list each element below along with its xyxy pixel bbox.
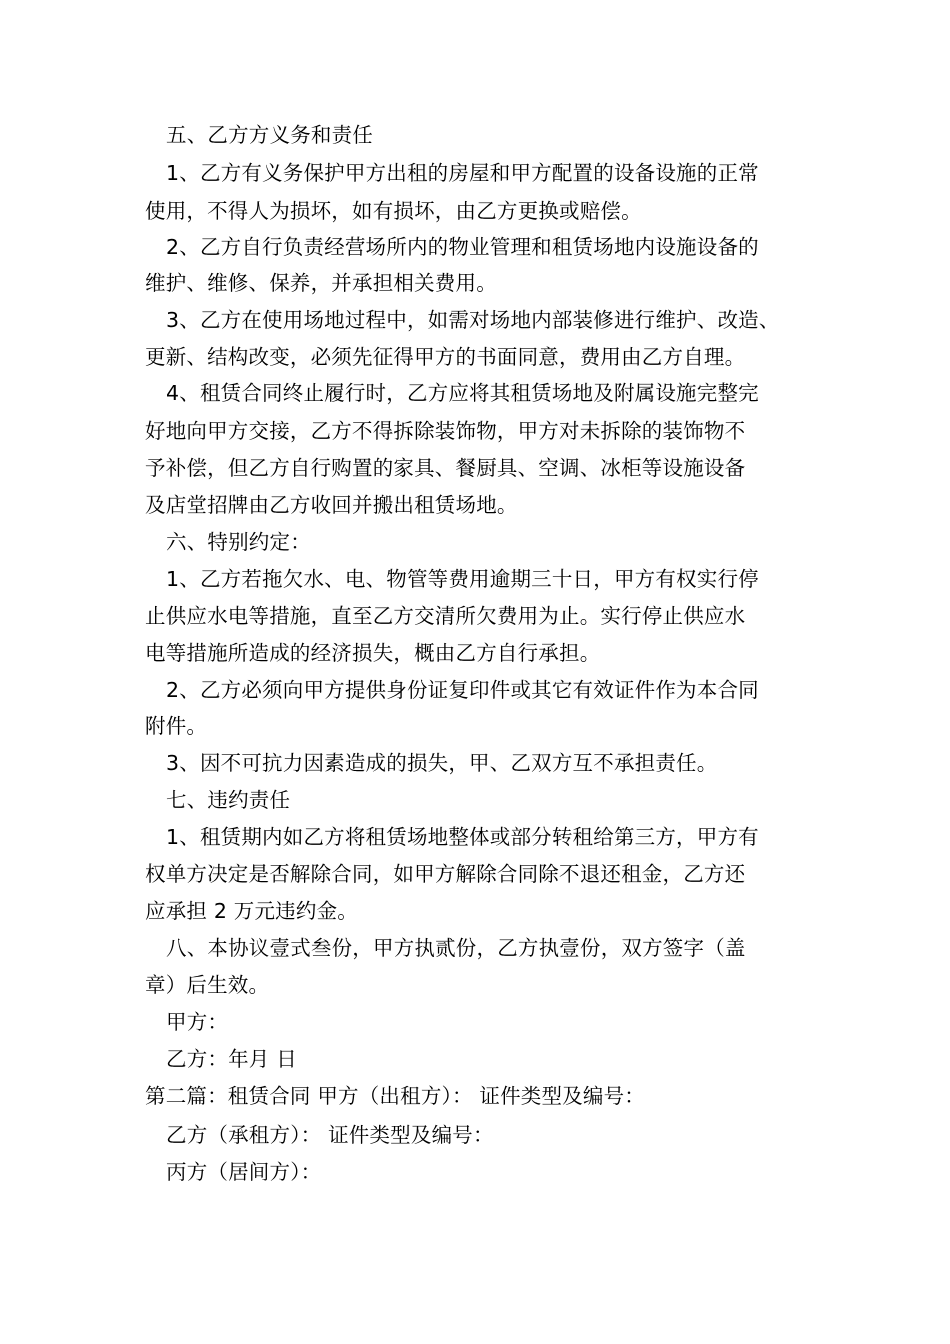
clause-6-2-line-1: 2、乙方必须向甲方提供身份证复印件或其它有效证件作为本合同: [166, 678, 759, 702]
section-heading-8-line-2: 章）后生效。: [145, 973, 270, 997]
clause-5-2-line-1: 2、乙方自行负责经营场所内的物业管理和租赁场地内设施设备的: [166, 235, 759, 259]
clause-5-4-line-3: 予补偿，但乙方自行购置的家具、餐厨具、空调、冰柜等设施设备: [145, 456, 746, 480]
clause-5-4-line-4: 及店堂招牌由乙方收回并搬出租赁场地。: [145, 493, 518, 517]
section-heading-8-line-1: 八、本协议壹式叁份，甲方执贰份，乙方执壹份，双方签字（盖: [166, 936, 746, 960]
party-b-lessee-line: 乙方（承租方）： 证件类型及编号：: [166, 1123, 494, 1147]
clause-5-3-line-1: 3、乙方在使用场地过程中，如需对场地内部装修进行维护、改造、: [166, 308, 780, 332]
section-heading-6: 六、特别约定：: [166, 530, 311, 554]
party-a-signature-line: 甲方：: [166, 1010, 229, 1034]
clause-6-1-line-1: 1、乙方若拖欠水、电、物管等费用逾期三十日，甲方有权实行停: [166, 567, 759, 591]
clause-5-3-line-2: 更新、结构改变，必须先征得甲方的书面同意，费用由乙方自理。: [145, 345, 746, 369]
section-heading-5: 五、乙方方义务和责任: [166, 123, 373, 147]
second-contract-heading: 第二篇：租赁合同 甲方（出租方）： 证件类型及编号：: [145, 1084, 645, 1108]
clause-7-1-line-3: 应承担 2 万元违约金。: [145, 899, 358, 923]
clause-5-4-line-2: 好地向甲方交接，乙方不得拆除装饰物，甲方对未拆除的装饰物不: [145, 419, 746, 443]
clause-5-4-line-1: 4、租赁合同终止履行时，乙方应将其租赁场地及附属设施完整完: [166, 381, 759, 405]
clause-5-2-line-2: 维护、维修、保养，并承担相关费用。: [145, 271, 497, 295]
clause-6-1-line-3: 电等措施所造成的经济损失，概由乙方自行承担。: [145, 641, 601, 665]
clause-7-1-line-1: 1、租赁期内如乙方将租赁场地整体或部分转租给第三方，甲方有: [166, 825, 759, 849]
party-b-signature-line: 乙方：年月 日: [166, 1047, 297, 1071]
party-c-intermediary-line: 丙方（居间方）：: [166, 1160, 322, 1184]
clause-6-1-line-2: 止供应水电等措施，直至乙方交清所欠费用为止。实行停止供应水: [145, 604, 746, 628]
clause-5-1-line-1: 1、乙方有义务保护甲方出租的房屋和甲方配置的设备设施的正常: [166, 161, 759, 185]
clause-5-1-line-2: 使用，不得人为损坏，如有损坏，由乙方更换或赔偿。: [145, 199, 642, 223]
clause-7-1-line-2: 权单方决定是否解除合同，如甲方解除合同除不退还租金，乙方还: [145, 862, 746, 886]
clause-6-3: 3、因不可抗力因素造成的损失，甲、乙双方互不承担责任。: [166, 751, 718, 775]
section-heading-7: 七、违约责任: [166, 788, 291, 812]
clause-6-2-line-2: 附件。: [145, 714, 208, 738]
